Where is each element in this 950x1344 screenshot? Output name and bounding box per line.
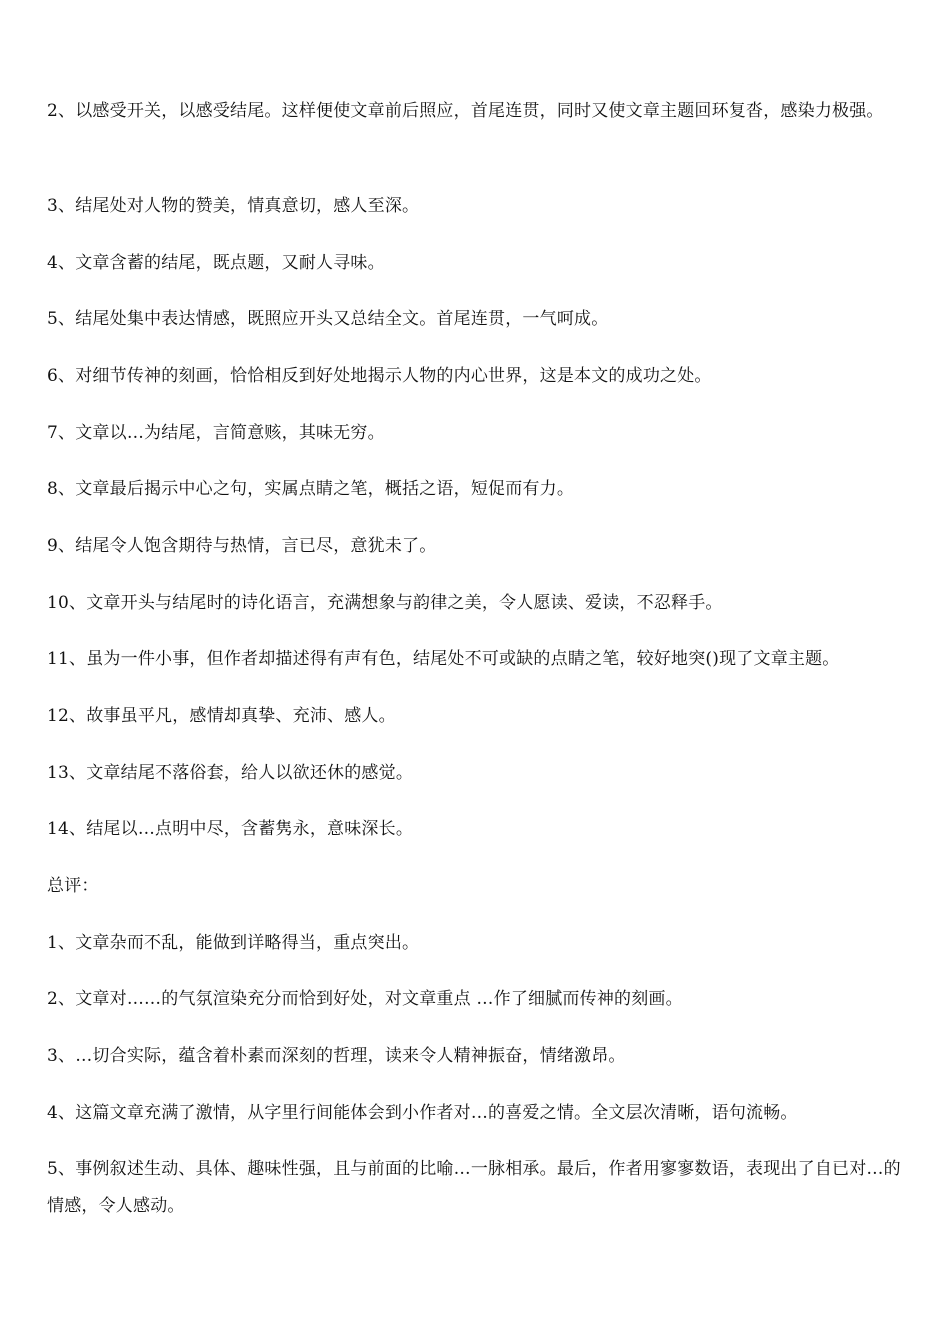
paragraph-item: 4、文章含蓄的结尾，既点题，又耐人寻味。: [47, 253, 385, 273]
paragraph-item: 5、事例叙述生动、具体、趣味性强，且与前面的比喻…一脉相承。最后，作者用寥寥数语，表现出了自已对…的情感，令人感动。: [47, 1159, 901, 1216]
paragraph-item: 5、结尾处集中表达情感，既照应开头又总结全文。首尾连贯，一气呵成。: [47, 309, 609, 329]
paragraph-item: 2、文章对……的气氛渲染充分而恰到好处，对文章重点 …作了细腻而传神的刻画。: [47, 989, 683, 1009]
paragraph-item: 3、结尾处对人物的赞美，情真意切，感人至深。: [47, 196, 420, 216]
paragraph-item: 8、文章最后揭示中心之句，实属点睛之笔，概括之语，短促而有力。: [47, 479, 575, 499]
paragraph-item: 9、结尾令人饱含期待与热情，言已尽，意犹未了。: [47, 536, 437, 556]
paragraph-item: 12、故事虽平凡，感情却真挚、充沛、感人。: [47, 706, 396, 726]
paragraph-item: 7、文章以…为结尾，言简意赅，其味无穷。: [47, 423, 385, 443]
paragraph-item: 2、以感受开关，以感受结尾。这样便使文章前后照应，首尾连贯，同时又使文章主题回环复沓，感染力极强。: [47, 101, 884, 121]
paragraph-item: 14、结尾以…点明中尽，含蓄隽永，意味深长。: [47, 819, 414, 839]
paragraph-item: 4、这篇文章充满了激情，从字里行间能体会到小作者对…的喜爱之情。全文层次清晰，语句流畅。: [47, 1103, 798, 1123]
paragraph-item: 1、文章杂而不乱，能做到详略得当，重点突出。: [47, 933, 420, 953]
section-heading: 总评：: [47, 876, 99, 896]
paragraph-item: 6、对细节传神的刻画，恰恰相反到好处地揭示人物的内心世界，这是本文的成功之处。: [47, 366, 712, 386]
paragraph-item: 10、文章开头与结尾时的诗化语言，充满想象与韵律之美，令人愿读、爱读，不忍释手。: [47, 593, 723, 613]
paragraph-item: 11、虽为一件小事，但作者却描述得有声有色，结尾处不可或缺的点睛之笔，较好地突()现了文章主题。: [47, 649, 840, 669]
paragraph-item: 3、…切合实际，蕴含着朴素而深刻的哲理，读来令人精神振奋，情绪激昂。: [47, 1046, 626, 1066]
paragraph-item: 13、文章结尾不落俗套，给人以欲还休的感觉。: [47, 763, 414, 783]
